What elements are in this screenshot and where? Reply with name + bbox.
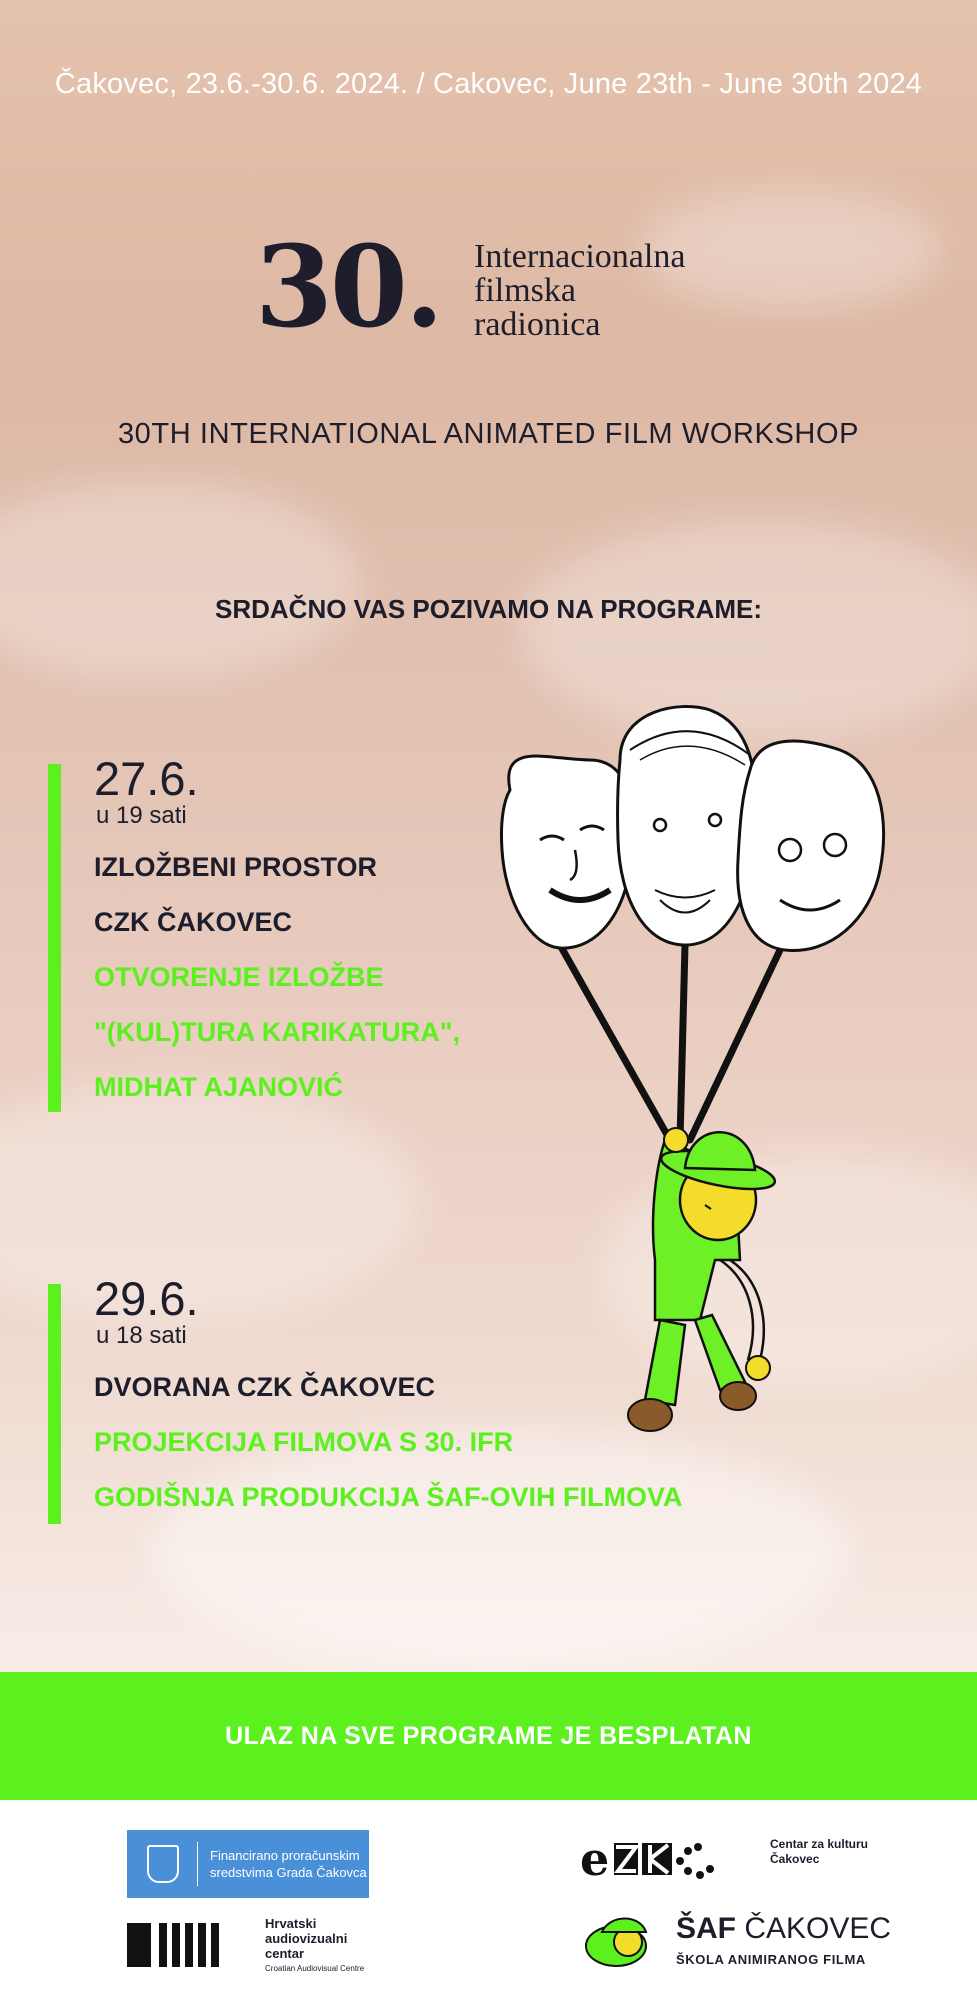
hac-text — [265, 1917, 385, 1975]
event-accent-bar — [48, 1284, 61, 1524]
event-description: "(KUL)TURA KARIKATURA", — [94, 1017, 461, 1047]
event-description: MIDHAT AJANOVIĆ — [94, 1072, 343, 1102]
hac-line-4: Croatian Audiovisual Centre — [265, 1964, 365, 1973]
event-description: OTVORENJE IZLOŽBE — [94, 962, 384, 992]
saf-title — [676, 1912, 891, 1946]
saf-mascot-icon — [580, 1912, 664, 1972]
saf-title-rest: ČAKOVEC — [744, 1912, 892, 1945]
event-venue: CZK ČAKOVEC — [94, 907, 293, 937]
event-date: 29.6. — [94, 1272, 199, 1325]
event-time: u 18 sati — [96, 1322, 187, 1349]
logo-divider — [197, 1842, 198, 1886]
logo-text — [474, 240, 685, 342]
hac-line-2: audiovizualni — [265, 1931, 348, 1946]
hac-line-3: centar — [265, 1946, 305, 1961]
funding-line-2: sredstvima Grada Čakovca — [210, 1865, 367, 1880]
event-1 — [94, 754, 460, 1115]
free-entry-text: ULAZ NA SVE PROGRAME JE BESPLATAN — [225, 1721, 752, 1750]
event-time: u 19 sati — [96, 802, 187, 829]
saf-subtitle: ŠKOLA ANIMIRANOG FILMA — [676, 1952, 866, 1967]
festival-dates: Čakovec, 23.6.-30.6. 2024. / Cakovec, June 23th - June 30th 2024 — [54, 68, 923, 100]
svg-text:e: e — [580, 1835, 610, 1883]
czk-line-2: Čakovec — [770, 1852, 820, 1866]
logo-line-2: filmska — [474, 272, 576, 309]
event-venue: IZLOŽBENI PROSTOR — [94, 852, 378, 882]
czk-text — [770, 1837, 880, 1867]
funding-text — [210, 1847, 367, 1881]
logo-line-3: radionica — [474, 306, 601, 343]
free-entry-banner — [0, 1672, 977, 1800]
event-description: PROJEKCIJA FILMOVA S 30. IFR — [94, 1427, 514, 1457]
workshop-subtitle: 30TH INTERNATIONAL ANIMATED FILM WORKSHOP — [117, 418, 860, 450]
city-funding-logo — [127, 1830, 369, 1898]
czk-line-1: Centar za kulturu — [770, 1837, 869, 1851]
logo-number: 30. — [255, 222, 441, 353]
logo-line-1: Internacionalna — [474, 238, 686, 275]
funding-line-1: Financirano proračunskim — [210, 1848, 360, 1863]
event-venue: DVORANA CZK ČAKOVEC — [94, 1372, 436, 1402]
event-accent-bar — [48, 764, 61, 1112]
city-crest-icon — [147, 1845, 179, 1883]
hac-line-1: Hrvatski — [265, 1916, 317, 1931]
event-description: GODIŠNJA PRODUKCIJA ŠAF-OVIH FILMOVA — [94, 1482, 683, 1512]
event-date: 27.6. — [94, 752, 199, 805]
hac-bars-icon — [127, 1923, 227, 1967]
cloud — [0, 480, 360, 680]
balloon-character-illustration — [480, 700, 900, 1480]
invite-heading: SRDAČNO VAS POZIVAMO NA PROGRAME: — [215, 594, 762, 624]
czk-mark-icon — [580, 1835, 760, 1883]
saf-title-bold: ŠAF — [676, 1912, 736, 1945]
